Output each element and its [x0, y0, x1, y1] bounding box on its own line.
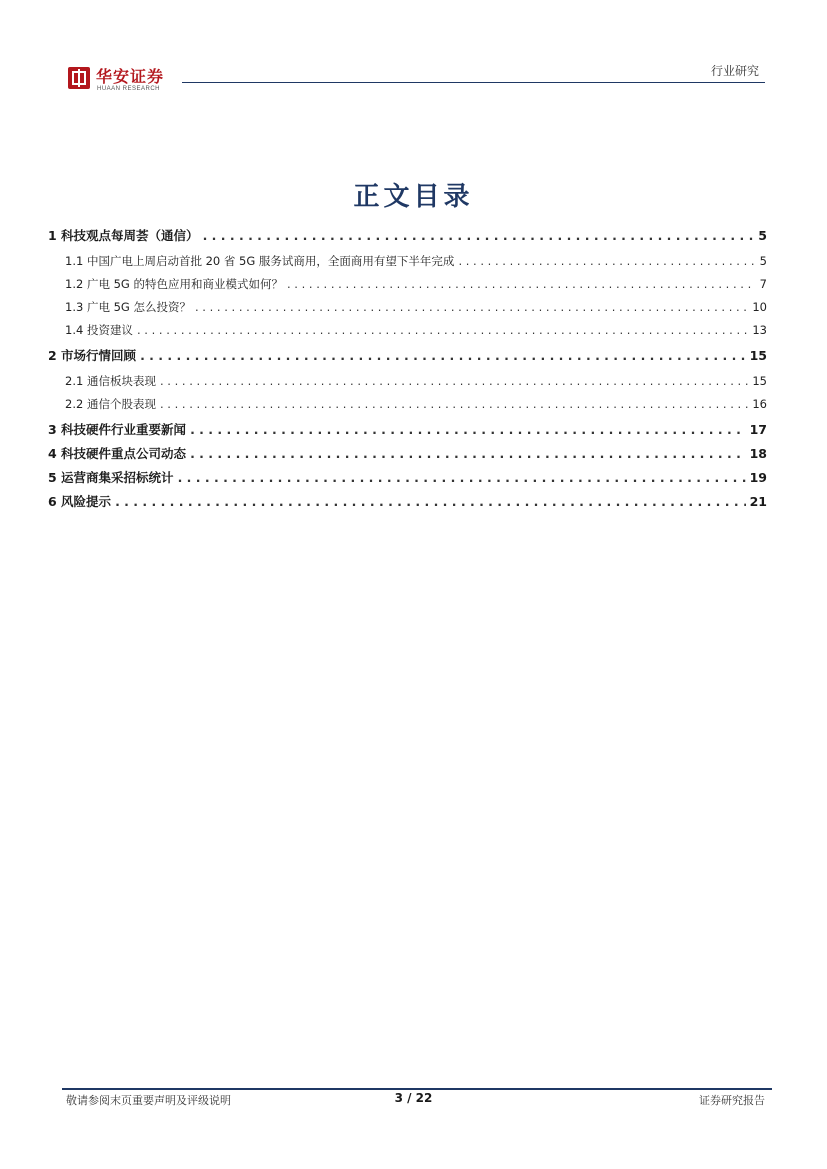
toc-dot-leader	[190, 418, 746, 442]
toc-entry-page: 13	[752, 323, 767, 337]
toc-entry-page: 10	[752, 300, 767, 314]
toc-entry-page: 7	[759, 277, 767, 291]
toc-dot-leader	[287, 273, 756, 296]
toc-dot-leader	[160, 370, 748, 393]
toc-title: 正文目录	[353, 182, 474, 212]
table-of-contents	[48, 224, 767, 514]
toc-entry[interactable]	[48, 250, 767, 273]
toc-dot-leader	[178, 466, 746, 490]
report-type: 证券研究报告	[699, 1094, 765, 1107]
toc-entry-label: 6 风险提示	[48, 494, 112, 509]
toc-entry[interactable]	[48, 442, 767, 466]
footer-divider	[62, 1088, 772, 1090]
toc-entry-label: 5 运营商集采招标统计	[48, 470, 174, 485]
toc-dot-leader	[458, 250, 755, 273]
toc-entry[interactable]	[48, 296, 767, 319]
toc-dot-leader	[137, 319, 748, 342]
toc-entry[interactable]	[48, 490, 767, 514]
toc-entry-page: 5	[759, 254, 767, 268]
toc-dot-leader	[203, 224, 755, 248]
toc-entry-page: 18	[749, 446, 767, 461]
header-divider	[182, 82, 765, 83]
footer-disclaimer: 敬请参阅末页重要声明及评级说明	[66, 1094, 231, 1107]
toc-entry-label: 4 科技硬件重点公司动态	[48, 446, 187, 461]
toc-entry[interactable]	[48, 393, 767, 416]
toc-entry-label: 1.2 广电 5G 的特色应用和商业模式如何？	[65, 277, 283, 291]
toc-entry-label: 2.2 通信个股表现	[65, 397, 156, 411]
toc-dot-leader	[195, 296, 748, 319]
company-logo-text: 华安证券	[96, 67, 165, 86]
company-logo-icon	[68, 67, 90, 89]
toc-entry[interactable]	[48, 418, 767, 442]
toc-entry-page: 19	[749, 470, 767, 485]
company-logo-subtext: HUAAN RESEARCH	[97, 86, 161, 92]
toc-entry[interactable]	[48, 319, 767, 342]
toc-entry-label: 2.1 通信板块表现	[65, 374, 156, 388]
page-indicator: 3 / 22	[394, 1091, 433, 1105]
toc-entry[interactable]	[48, 466, 767, 490]
document-type: 行业研究	[710, 64, 759, 78]
toc-entry[interactable]	[48, 344, 767, 368]
toc-entry-page: 21	[749, 494, 767, 509]
toc-entry-page: 17	[749, 422, 767, 437]
toc-entry-page: 16	[752, 397, 767, 411]
toc-entry[interactable]	[48, 370, 767, 393]
toc-entry-label: 1.4 投资建议	[65, 323, 133, 337]
toc-entry-label: 3 科技硬件行业重要新闻	[48, 422, 187, 437]
page-header	[0, 0, 827, 100]
toc-entry-label: 2 市场行情回顾	[48, 348, 137, 363]
toc-entry-label: 1 科技观点每周荟（通信）	[48, 228, 199, 243]
toc-dot-leader	[140, 344, 746, 368]
toc-entry-label: 1.3 广电 5G 怎么投资？	[65, 300, 191, 314]
toc-entry[interactable]	[48, 273, 767, 296]
toc-entry-label: 1.1 中国广电上周启动首批 20 省 5G 服务试商用，全面商用有望下半年完成	[65, 254, 455, 268]
toc-entry[interactable]	[48, 224, 767, 248]
toc-entry-page: 15	[749, 348, 767, 363]
toc-dot-leader	[160, 393, 748, 416]
toc-dot-leader	[115, 490, 746, 514]
toc-entry-page: 15	[752, 374, 767, 388]
toc-entry-page: 5	[758, 228, 767, 243]
toc-dot-leader	[190, 442, 746, 466]
